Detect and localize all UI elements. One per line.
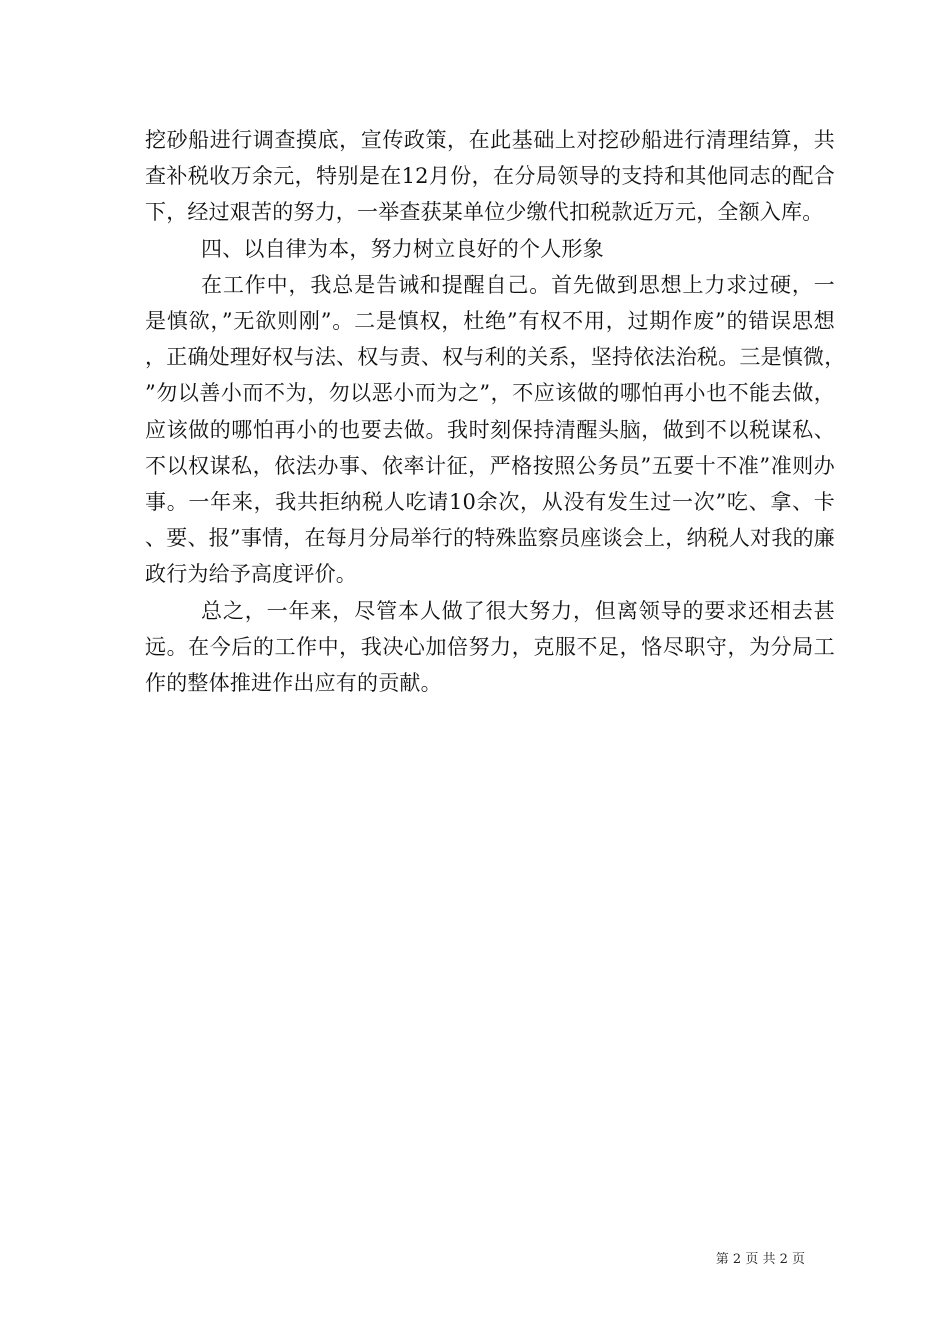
paragraph-self-discipline: 在工作中，我总是告诫和提醒自己。首先做到思想上力求过硬，一是慎欲，”无欲则刚”。二是慎权，杜绝”有权不用，过期作废”的错误思想，正确处理好权与法、权与责、权与利的关系，坚持依法治税。三是慎微，”勿以善小而不为，勿以恶小而为之”，不应该做的哪怕再小也不能去做，应该做的哪怕再小的也要去做。我时刻保持清醒头脑，做到不以税谋私、不以权谋私，依法办事、依率计征，严格按照公务员”五要十不准”准则办事。一年来，我共拒纳税人吃请10余次，从没有发生过一次”吃、拿、卡、要、报”事情，在每月分局举行的特殊监察员座谈会上，纳税人对我的廉政行为给予高度评价。	[145, 272, 835, 587]
document-body	[145, 122, 835, 701]
page-number: 第 2 页 共 2 页	[715, 1252, 805, 1267]
section-heading: 四、以自律为本，努力树立良好的个人形象	[201, 236, 604, 261]
paragraph-conclusion: 总之，一年来，尽管本人做了很大努力，但离领导的要求还相去甚远。在今后的工作中，我决心加倍努力，克服不足，恪尽职守，为分局工作的整体推进作出应有的贡献。	[145, 598, 835, 696]
paragraph-continued: 挖砂船进行调查摸底，宣传政策，在此基础上对挖砂船进行清理结算，共查补税收万余元，特别是在12月份，在分局领导的支持和其他同志的配合下，经过艰苦的努力，一举查获某单位少缴代扣税款近万元，全额入库。	[145, 128, 835, 225]
